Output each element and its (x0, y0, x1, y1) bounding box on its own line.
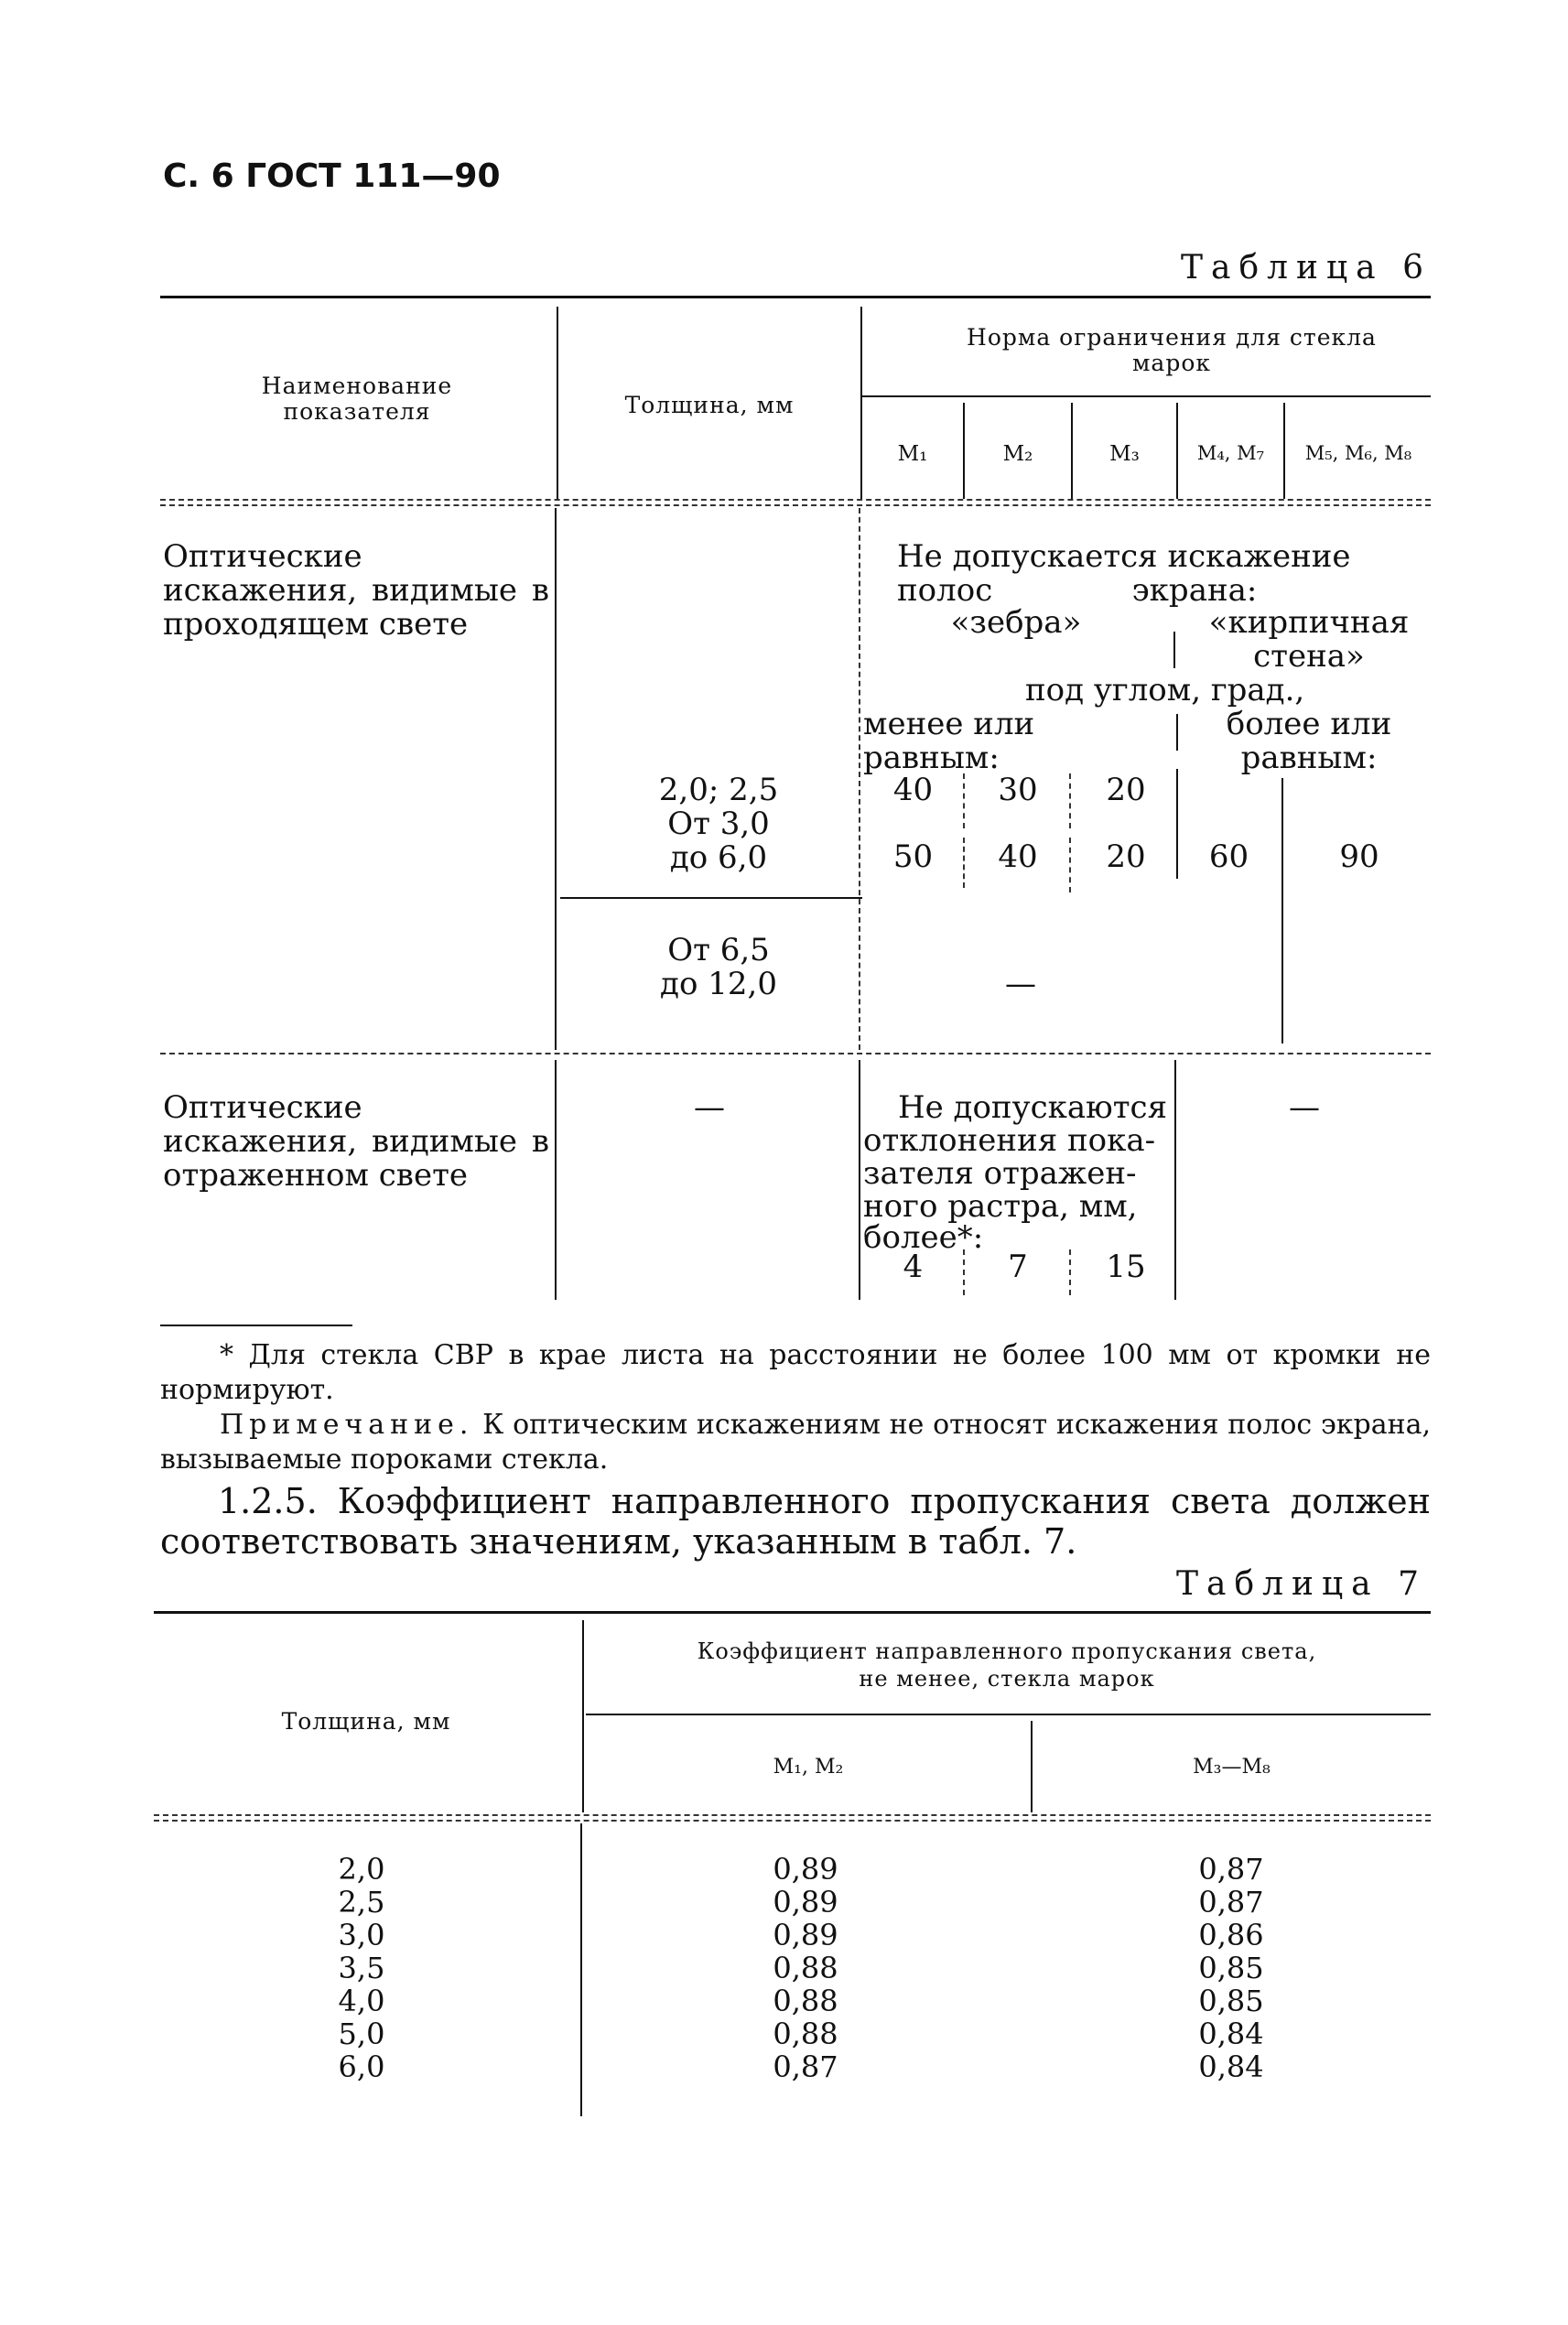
note (160, 1408, 1431, 1477)
table7-cell-m3-m8: 0,86 (1198, 1918, 1264, 1952)
page-header: С. 6 ГОСТ 111—90 (163, 157, 501, 195)
table6-grade-m3: M₃ (1109, 442, 1140, 466)
table6-row1-ge-1: более или (1226, 706, 1392, 742)
table7-cell-thickness: 6,0 (338, 2049, 385, 2084)
table6-row2-val-m1: 4 (903, 1249, 924, 1285)
table7-cell-m3-m8: 0,85 (1198, 1984, 1264, 2018)
table7-header-g2: M₃—M₈ (1193, 1756, 1271, 1779)
table6-val-split-2b (1069, 838, 1071, 892)
table6-row-divider (160, 1053, 1431, 1054)
table6-row2-desc-2: отклонения пока- (863, 1122, 1156, 1159)
table7-cell-thickness: 2,5 (338, 1885, 385, 1919)
table6-row1-thick-a-2: От 3,0 (667, 806, 770, 842)
table7-cell-thickness: 3,0 (338, 1918, 385, 1952)
table7-cell-m3-m8: 0,87 (1198, 1852, 1264, 1887)
table6-header-name: Наименование показателя (261, 373, 453, 425)
table7-cell-m3-m8: 0,84 (1198, 2049, 1264, 2084)
table-row (0, 1952, 1568, 1984)
table6-row2-val-m3: 15 (1106, 1249, 1146, 1285)
table6-row1-zebra: «зебра» (950, 604, 1082, 641)
table6-col45-line (1176, 769, 1178, 879)
table6-row1-desc-2: экрана: (1131, 572, 1258, 609)
table-row (0, 2017, 1568, 2050)
table-row (0, 1853, 1568, 1886)
table7-header-bottom-rule-2 (154, 1820, 1431, 1822)
note-label: Примечание. (220, 1409, 474, 1441)
table6-row1-dash-b: — (1005, 966, 1036, 1002)
table7-cell-thickness: 5,0 (338, 2017, 385, 2051)
table6-val-b-m5-m6-m8: 90 (1339, 838, 1379, 875)
table6-row2-tail: — (1289, 1089, 1320, 1126)
table6-body-col1-line (555, 508, 557, 1050)
table6-val-b-m3: 20 (1106, 838, 1146, 875)
table7-cell-m1-m2: 0,89 (773, 1852, 838, 1887)
table7-cell-m1-m2: 0,89 (773, 1885, 838, 1919)
table7-header-coef-1: Коэффициент направленного пропускания света, (697, 1638, 1317, 1664)
table6-col1-line (557, 307, 558, 499)
table6-row2-desc-1: Не допускаются (897, 1089, 1168, 1126)
table-row (0, 2050, 1568, 2083)
table6-grade-m5-m6-m8: M₅, M₆, M₈ (1304, 442, 1412, 464)
table6-row1-brick-1: «кирпичная (1208, 604, 1410, 641)
footnote: * Для стекла СВР в крае листа на расстоянии не более 100 мм от кромки не нормируют. (160, 1339, 1431, 1406)
paragraph-line-1: 1.2.5. Коэффициент направленного пропускания света должен (218, 1481, 1431, 1521)
footnote-rule (160, 1325, 352, 1326)
table6-row2-split-2 (1069, 1249, 1071, 1295)
table6-row1-thick-b-2: до 12,0 (660, 966, 777, 1002)
table6-grade-m4-m7: M₄, M₇ (1196, 442, 1265, 464)
table7-header-thickness: Толщина, мм (281, 1708, 451, 1735)
table6-row2-desc-4: ного растра, мм, (863, 1188, 1138, 1225)
table6-grade-m2: M₂ (1002, 442, 1033, 466)
table6-grade-m1: M₁ (897, 442, 928, 466)
table-row (0, 1886, 1568, 1919)
table6-row2-col3-line (1174, 1060, 1176, 1300)
table6-row1-angle: под углом, град., (1025, 672, 1305, 708)
table6-caption: Таблица 6 (1181, 249, 1432, 287)
table6-row1-brick-2: стена» (1253, 638, 1365, 675)
table7-cell-m3-m8: 0,87 (1198, 1885, 1264, 1919)
table6-zebra-split (1173, 632, 1175, 668)
table6-row2-name: Оптические искажения, видимые в отраженном свете (163, 1089, 549, 1194)
table6-row2-col1-line (555, 1060, 557, 1300)
table6-header-thickness: Толщина, мм (624, 392, 795, 418)
table6-val-a-m1: 40 (892, 772, 934, 808)
table6-val-b-m4-m7: 60 (1208, 838, 1249, 875)
table-row (0, 1984, 1568, 2017)
table6-row1-thick-b-1: От 6,5 (667, 932, 770, 968)
table7-cell-m1-m2: 0,88 (773, 1951, 838, 1985)
table6-val-b-m2: 40 (998, 838, 1038, 875)
table6-body-col2-line (859, 508, 860, 1050)
table6-col5-line (1281, 778, 1283, 1044)
table6-row1-name: Оптические искажения, видимые в проходящем свете (163, 538, 549, 643)
table-row (0, 1919, 1568, 1952)
table7-col1-line (582, 1620, 584, 1812)
table6-header-bottom-rule-2 (160, 504, 1431, 506)
table6-top-rule (160, 296, 1431, 298)
table7-cell-m1-m2: 0,88 (773, 1984, 838, 2018)
paragraph-line-2: соответствовать значениям, указанным в табл. 7. (160, 1521, 1077, 1562)
table7-header-bottom-rule (154, 1814, 1431, 1816)
table6-row2-thick: — (694, 1089, 725, 1126)
table7-header-subrule (586, 1714, 1431, 1715)
table6-row1-le: менее или равным: (863, 706, 1035, 776)
table6-header-bottom-rule (160, 499, 1431, 501)
table6-row2-col2-line (859, 1060, 860, 1300)
table7-cell-thickness: 2,0 (338, 1852, 385, 1887)
table6-row1-thick-a-1: 2,0; 2,5 (658, 772, 779, 808)
table6-row1-thick-a-3: до 6,0 (669, 839, 768, 876)
table6-val-split-1b (963, 838, 965, 888)
table6-row1-ge-2: равным: (1240, 740, 1378, 776)
table7-cell-m3-m8: 0,84 (1198, 2017, 1264, 2051)
table6-row2-desc-3: зателя отражен- (863, 1155, 1137, 1192)
table6-thick-divider (560, 897, 862, 899)
table6-val-a-m3: 20 (1106, 772, 1146, 808)
table7-caption: Таблица 7 (1176, 1565, 1427, 1603)
table7-cell-m1-m2: 0,89 (773, 1918, 838, 1952)
table6-val-split-2a (1069, 773, 1071, 828)
table7-cell-thickness: 3,5 (338, 1951, 385, 1985)
note-text: К оптическим искажениям не относят искажения полос экрана, вызываемые пороками стекла. (160, 1409, 1431, 1476)
table7-header-coef-2: не менее, стекла марок (859, 1666, 1155, 1692)
table6-val-a-m2: 30 (998, 772, 1038, 808)
table7-cell-thickness: 4,0 (338, 1984, 385, 2018)
table6-row2-desc-5: более*: (863, 1219, 984, 1256)
table6-val-b-m1: 50 (892, 838, 934, 875)
table7-header-g1: M₁, M₂ (773, 1756, 844, 1779)
table7-cell-m1-m2: 0,87 (773, 2049, 838, 2084)
table6-val-split-1a (963, 773, 965, 828)
table6-row2-split-1 (963, 1249, 965, 1295)
table6-row1-desc-1: Не допускается искажение полос (897, 538, 1351, 609)
table6-header-subrule (860, 395, 1431, 397)
table6-angle-split (1176, 714, 1178, 751)
table7-cell-m1-m2: 0,88 (773, 2017, 838, 2051)
table7-top-rule (154, 1611, 1431, 1614)
table7-cell-m3-m8: 0,85 (1198, 1951, 1264, 1985)
table6-col2-line (860, 307, 862, 499)
table6-row2-val-m2: 7 (1008, 1249, 1028, 1285)
table6-header-norm: Норма ограничения для стекла марок (967, 324, 1377, 376)
